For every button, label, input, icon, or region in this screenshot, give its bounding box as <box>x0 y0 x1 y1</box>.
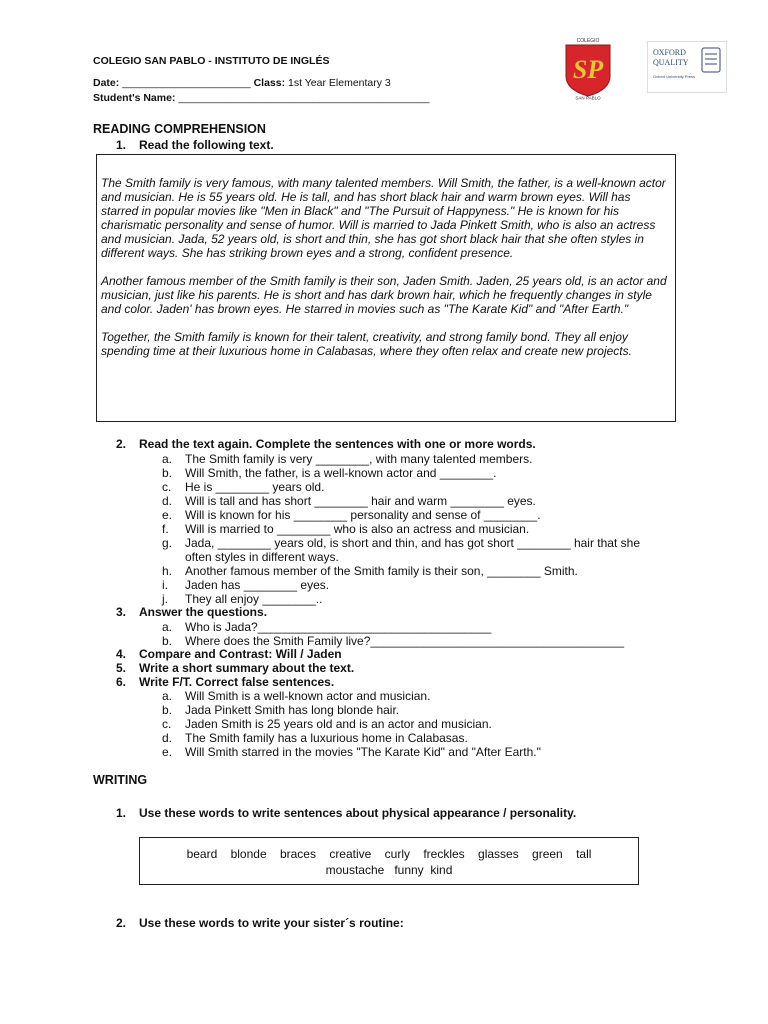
question-1-text: Read the following text. <box>139 138 274 152</box>
student-label: Student's Name: <box>93 92 176 104</box>
crest-monogram: SP <box>572 55 604 84</box>
writing-section-title: WRITING <box>93 773 148 787</box>
question-5: 5. Write a short summary about the text. <box>116 661 355 675</box>
question-3-text: Answer the questions. <box>139 605 268 619</box>
oxford-line1: OXFORD <box>653 48 686 57</box>
crest-bottom-text: SAN PABLO <box>575 95 601 100</box>
reading-paragraph: The Smith family is very famous, with many talented members. Will Smith, the father, is a well-known actor and musician. He is 55 years old. He is tall, and has short black hair and warm brown eyes. Will has starred in popular movies like "Men in Black" and "The Pursuit of Happyness." He is known for his charismatic personality and sense of humor. Will is married to Jada Pinkett Smith, who is also an actress and musician. Jada, 52 years old, is short and thin, she has got short black hair that she often styles in different ways. She has striking brown eyes and a strong, confident presence. <box>101 176 666 260</box>
school-name: COLEGIO SAN PABLO - INSTITUTO DE INGLÉS <box>93 55 330 67</box>
word-bank-box <box>139 837 639 885</box>
reading-text-box <box>96 154 676 422</box>
class-value: 1st Year Elementary 3 <box>288 77 391 89</box>
question-1: 1. Read the following text. <box>116 138 274 152</box>
question-5-text: Write a short summary about the text. <box>139 661 355 675</box>
question-6: 6. Write F/T. Correct false sentences. <box>116 675 335 689</box>
date-blank: ______________________ <box>122 77 251 89</box>
class-label: Class: <box>253 77 286 89</box>
reading-section-title: READING COMPREHENSION <box>93 122 266 136</box>
writing-question-2: 2. Use these words to write your sister´s routine: <box>116 916 404 930</box>
word-bank-line-2: moustache funny kind <box>325 863 453 877</box>
date-class-line <box>93 77 391 89</box>
writing-question-1: 1. Use these words to write sentences about physical appearance / personality. <box>116 806 577 820</box>
question-4: 4. Compare and Contrast: Will / Jaden <box>116 647 342 661</box>
reading-paragraph: Together, the Smith family is known for their talent, creativity, and strong family bond. They all enjoy spending time at their luxurious home in Calabasas, where they often relax and create new projects. <box>101 330 632 358</box>
oxford-line3: Oxford University Press <box>653 74 696 79</box>
writing-question-1-text: Use these words to write sentences about physical appearance / personality. <box>139 806 577 820</box>
question-4-text: Compare and Contrast: Will / Jaden <box>139 647 342 661</box>
crest-top-text: COLEGIO <box>576 38 600 44</box>
date-label: Date: <box>93 77 120 89</box>
question-3: 3. Answer the questions. <box>116 605 268 619</box>
question-2: 2. Read the text again. Complete the sentences with one or more words. <box>116 437 536 451</box>
oxford-line2: QUALITY <box>653 58 689 67</box>
question-2-text: Read the text again. Complete the sentences with one or more words. <box>139 437 536 451</box>
writing-question-2-text: Use these words to write your sister´s routine: <box>139 916 404 930</box>
oxford-quality-logo <box>647 41 727 93</box>
student-name-line <box>93 92 429 104</box>
word-bank-line-1: beard blonde braces creative curly freckles glasses green tall <box>186 847 592 861</box>
school-crest-logo <box>558 36 618 100</box>
question-6-text: Write F/T. Correct false sentences. <box>139 675 335 689</box>
reading-paragraph: Another famous member of the Smith family is their son, Jaden Smith. Jaden, 25 years old, is an actor and musician, just like his parents. He is short and has dark brown hair, which he frequently changes in style and color. Jaden' has brown eyes. He starred in movies such as "The Karate Kid" and "After Earth." <box>101 274 667 316</box>
student-blank: ___________________________________________ <box>178 92 430 104</box>
